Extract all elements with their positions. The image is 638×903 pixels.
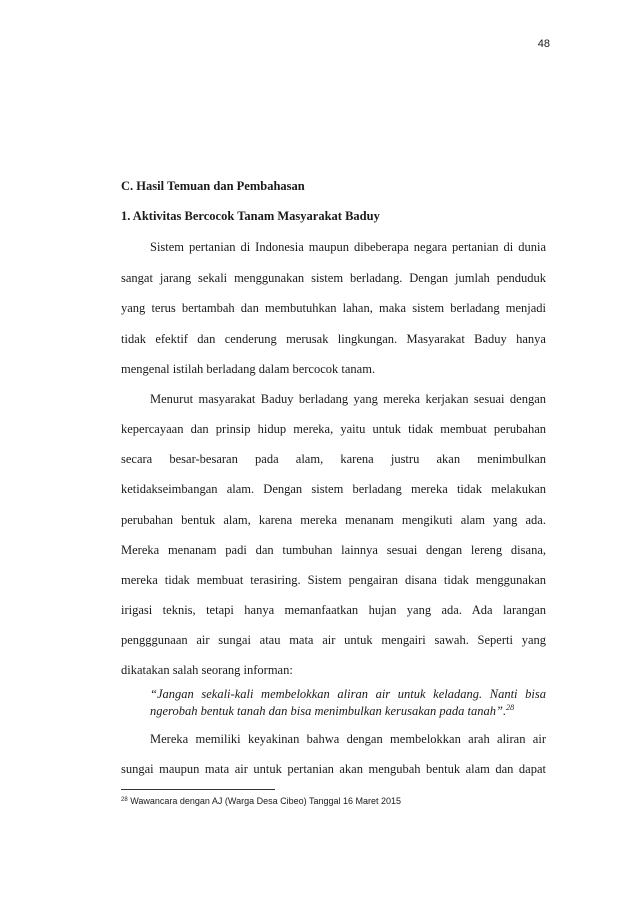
section-heading: C. Hasil Temuan dan Pembahasan xyxy=(121,179,305,193)
paragraph-2-line: pengggunaan air sungai atau mata air untuk mengairi sawah. Seperti yang xyxy=(121,633,546,647)
paragraph-3-line: sungai maupun mata air untuk pertanian akan mengubah bentuk alam dan dapat xyxy=(121,762,546,776)
quote-line: “Jangan sekali-kali membelokkan aliran air untuk keladang. Nanti bisa xyxy=(150,687,546,701)
paragraph-1-line: Sistem pertanian di Indonesia maupun dibeberapa negara pertanian di dunia xyxy=(150,240,546,254)
footnote-number: 28 xyxy=(121,797,128,803)
paragraph-2-line: perubahan bentuk alam, karena mereka menanam mengikuti alam yang ada. xyxy=(121,513,546,527)
paragraph-3-line: Mereka memiliki keyakinan bahwa dengan membelokkan arah aliran air xyxy=(150,732,546,746)
paragraph-2-line: Mereka menanam padi dan tumbuhan lainnya sesuai dengan lereng disana, xyxy=(121,543,546,557)
paragraph-2-line: Menurut masyarakat Baduy berladang yang mereka kerjakan sesuai dengan xyxy=(150,392,546,406)
paragraph-2-line: ketidakseimbangan alam. Dengan sistem berladang mereka tidak melakukan xyxy=(121,482,546,496)
footnote-reference: 28 xyxy=(506,703,515,712)
paragraph-2-line: mereka tidak membuat terasiring. Sistem pengairan disana tidak menggunakan xyxy=(121,573,546,587)
paragraph-2-line: kepercayaan dan prinsip hidup mereka, yaitu untuk tidak membuat perubahan xyxy=(121,422,546,436)
footnote-rule xyxy=(121,789,275,790)
quote-line xyxy=(150,703,546,719)
paragraph-1-line: tidak efektif dan cenderung merusak lingkungan. Masyarakat Baduy hanya xyxy=(121,332,546,346)
paragraph-1-line: sangat jarang sekali menggunakan sistem berladang. Dengan jumlah penduduk xyxy=(121,271,546,285)
paragraph-2-line: dikatakan salah seorang informan: xyxy=(121,663,293,677)
paragraph-1-line: yang terus bertambah dan membutuhkan lahan, maka sistem berladang menjadi xyxy=(121,301,546,315)
paragraph-2-line: irigasi teknis, tetapi hanya memanfaatkan hujan yang ada. Ada larangan xyxy=(121,603,546,617)
page-number: 48 xyxy=(537,38,550,50)
footnote xyxy=(121,796,401,806)
paragraph-1-line: mengenal istilah berladang dalam bercocok tanam. xyxy=(121,362,376,376)
paragraph-2-line: secara besar-besaran pada alam, karena justru akan menimbulkan xyxy=(121,452,546,466)
subsection-heading: 1. Aktivitas Bercocok Tanam Masyarakat Baduy xyxy=(121,209,380,223)
footnote-text: Wawancara dengan AJ (Warga Desa Cibeo) Tanggal 16 Maret 2015 xyxy=(127,796,402,806)
quote-text: ngerobah bentuk tanah dan bisa menimbulkan kerusakan pada tanah”. xyxy=(150,704,507,718)
